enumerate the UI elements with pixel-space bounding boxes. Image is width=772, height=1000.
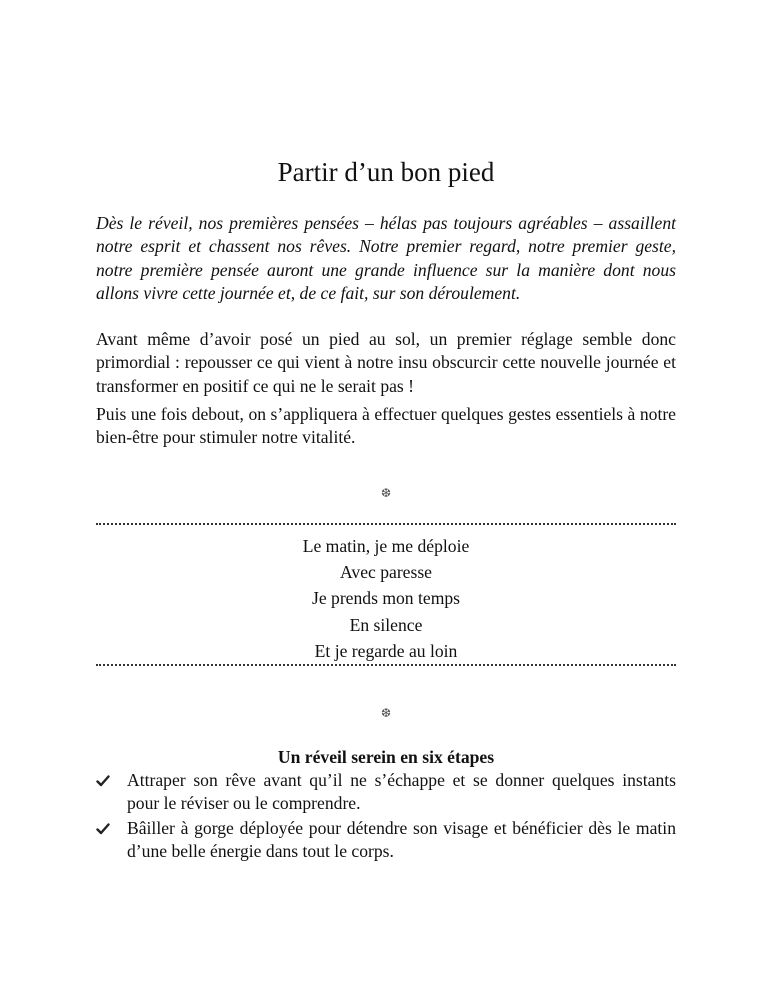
- steps-checklist: [96, 769, 676, 864]
- poem-line: Avec paresse: [340, 562, 432, 583]
- poem-line: En silence: [349, 614, 423, 635]
- body-paragraph-2: Avant même d’avoir posé un pied au sol, un premier réglage semble donc primordial : repousser ce qui vient à notre insu obscurcir cette nouvelle journée et transformer en positif ce qui ne le serait pas !: [96, 329, 676, 396]
- poem-bottom-divider: [96, 664, 676, 666]
- poem: [96, 533, 676, 664]
- poem-top-divider: [96, 523, 676, 525]
- page-title: Partir d’un bon pied: [277, 157, 495, 187]
- check-icon: [96, 775, 110, 787]
- poem-line: Je prends mon temps: [311, 588, 461, 609]
- list-item: [96, 817, 676, 864]
- snowflake-icon: ❆: [380, 486, 392, 500]
- list-item-text: Attraper son rêve avant qu’il ne s’échappe et se donner quelques instants pour le réviser ou le comprendre.: [127, 770, 676, 814]
- poem-line: Le matin, je me déploie: [302, 536, 470, 556]
- section-heading: Un réveil serein en six étapes: [277, 747, 495, 767]
- intro-paragraph: Dès le réveil, nos premières pensées – hélas pas toujours agréables – assaillent notre esprit et chassent nos rêves. Notre premier regard, notre premier geste, notre première pensée auront une grande influence sur la manière dont nous allons vivre cette journée et, de ce fait, sur son déroulement.: [96, 213, 676, 303]
- snowflake-icon: ❆: [380, 706, 392, 720]
- body-paragraph-3: Puis une fois debout, on s’appliquera à effectuer quelques gestes essentiels à notre bien-être pour stimuler notre vitalité.: [96, 404, 676, 448]
- check-icon: [96, 823, 110, 835]
- list-item: [96, 769, 676, 816]
- poem-line: Et je regarde au loin: [314, 640, 458, 661]
- list-item-text: Bâiller à gorge déployée pour détendre son visage et bénéficier dès le matin d’une belle énergie dans tout le corps.: [127, 817, 676, 861]
